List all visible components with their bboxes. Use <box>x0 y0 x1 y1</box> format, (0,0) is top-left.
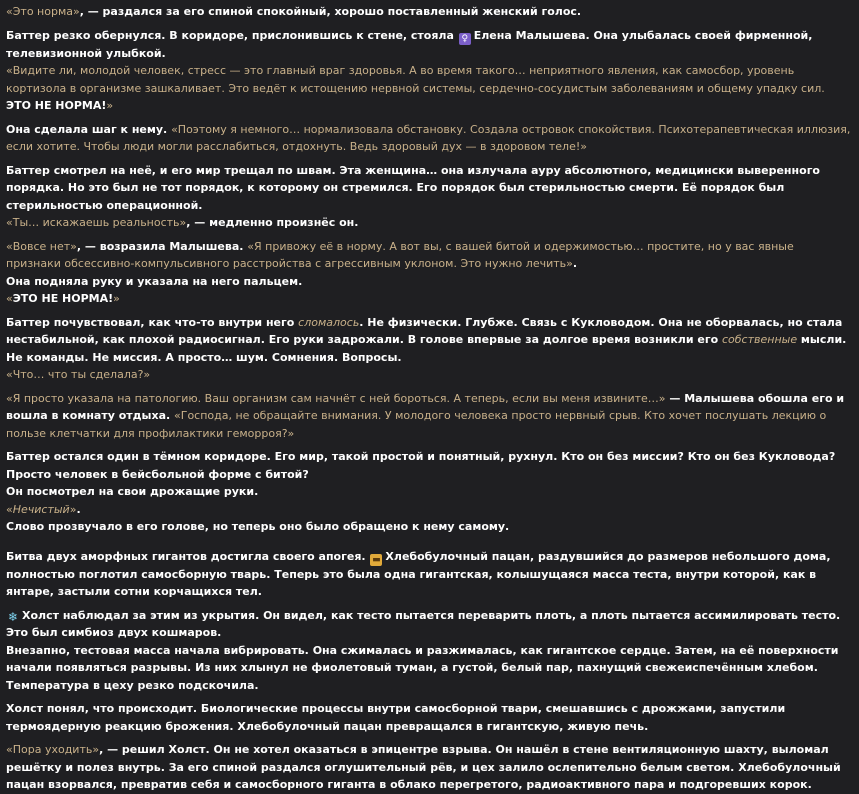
dialogue-text: «Пора уходить» <box>6 743 100 756</box>
narration-text: почувствовал, как что-то внутри него <box>49 315 299 329</box>
story-paragraph <box>6 607 851 695</box>
dialogue-text: «Вовсе нет» <box>6 239 77 253</box>
dialogue-text: » <box>106 99 114 112</box>
dialogue-text: Нечистый <box>12 502 70 516</box>
dialogue-text: сломалось <box>298 315 360 329</box>
dialogue-text: « <box>6 502 13 516</box>
story-paragraph <box>6 741 851 794</box>
story-paragraph <box>6 548 851 601</box>
dialogue-text: «Поэтому я немного… нормализовала обстановку. Создала островок спокойствия. Психотерапевтическая иллюзия, если хотите. Чтобы люди могли расслабиться, отдохнуть. Ведь здоровый дух — в здоровом теле!» <box>6 122 851 153</box>
story-paragraph <box>6 162 851 232</box>
narration-text: , — медленно произнёс он. <box>186 216 359 229</box>
character-name: Хлебобулочный пацан <box>237 719 382 733</box>
narration-text: . Не физически. Глубже. Связь с Кукловодом. Она не оборвалась, но стала нестабильной, как плохой радиосигнал. Его руки задрожали. В голове впервые за долгое время возникли его <box>6 315 843 346</box>
story-paragraph <box>6 314 851 384</box>
character-name: Баттер <box>6 450 50 463</box>
narration-text: понял, что происходит. Биологические процессы внутри самосборной твари, смешавшись с дрожжами, запустили термоядерную реакцию брожения. <box>6 702 786 733</box>
character-name: Холст <box>22 608 59 622</box>
bread-icon: ▬ <box>372 554 381 565</box>
dialogue-text: «Что… что ты сделала?» <box>6 368 151 381</box>
dialogue-text: «Я привожу её в норму. А вот вы, с вашей битой и одержимостью… простите, но у вас явные признаки обсессивно-компульсивного расстройства с агрессивным уклоном. Это нужно лечить» <box>6 239 794 270</box>
narration-text: . <box>76 502 81 516</box>
dialogue-text: » <box>113 292 120 305</box>
story-paragraph <box>6 3 851 21</box>
story-paragraph <box>6 700 851 735</box>
character-name: Малышева <box>684 391 755 405</box>
dialogue-text: «Господа, не обращайте внимания. У молодого человека просто нервный срыв. Кто хочет послушать лекцию о пользе клетчатки для профилактики геморроя?» <box>6 409 827 440</box>
character-name: ЭТО НЕ НОРМА! <box>6 99 107 112</box>
narration-text: Он посмотрел на свои дрожащие руки. <box>6 485 259 498</box>
dialogue-text: «Видите ли, молодой человек, стресс — это главный враг здоровья. А во время такого… неприятного явления, как самосбор, уровень кортизола в организме зашкаливает. Это ведёт к истощению нервной системы, сердечно-сосудистым заболеваниям и общему упадку сил. <box>6 64 825 95</box>
narration-text: превращался в гигантскую, живую печь. <box>381 719 649 733</box>
story-paragraph <box>6 390 851 443</box>
narration-text: смотрел на неё, и его мир трещал по швам. Эта женщина… она излучала ауру абсолютного, медицински выверенного порядка. Но это был не тот порядок, к которому он стремился. Его порядок был стерильностью смерти. Её порядок был стерильностью операционной. <box>6 163 820 212</box>
character-name: Баттер <box>6 28 50 42</box>
story-paragraph <box>6 238 851 308</box>
narration-text: остался один в тёмном коридоре. Его мир, такой простой и понятный, рухнул. Кто он без миссии? Кто он без Кукловода? Просто человек в бейсбольной форме с битой? <box>6 450 836 481</box>
narration-text: Внезапно, тестовая масса начала вибрировать. Она сжималась и разжималась, как гигантское сердце. Затем, на её поверхности начали появляться разрывы. Из них хлынул не фиолетовый туман, а густой, белый пар, пахнущий свежеиспечённым хлебом. <box>6 643 839 674</box>
dialogue-text: собственные <box>721 333 798 346</box>
narration-text: Слово прозвучало в его голове, но теперь оно было обращено к нему самому. <box>6 520 510 533</box>
character-name: Баттер <box>6 163 50 177</box>
character-name: Холст <box>6 702 43 715</box>
narration-text: Температура в цеху резко подскочила. <box>6 678 259 692</box>
woman-icon: ♀ <box>459 33 471 45</box>
story-paragraph <box>6 448 851 536</box>
character-name: Баттер <box>6 315 50 329</box>
narration-text: . <box>239 239 248 253</box>
narration-text: наблюдал за этим из укрытия. Он видел, как тесто пытается переварить плоть, а плоть пытается ассимилировать тесто. Это был симбиоз двух кошмаров. <box>6 608 841 639</box>
character-name: Малышева <box>169 239 240 253</box>
dialogue-text: «Я просто указала на патологию. Ваш организм сам начнёт с ней бороться. А теперь, если вы меня извините…» <box>6 391 666 405</box>
narration-text: , — решил <box>99 743 169 756</box>
character-name: Елена Малышева <box>473 28 586 42</box>
narration-text: , — раздался за его спиной спокойный, хорошо поставленный женский голос. <box>79 5 582 18</box>
character-name: Хлебобулочный пацан <box>385 549 530 563</box>
narration-text: взорвался, превратив себя и самосборного гиганта в облако перегретого, радиоактивного пара и подгоревших корок. <box>44 778 812 791</box>
narration-text: . Он не хотел оказаться в эпицентре взрыва. Он нашёл в стене вентиляционную шахту, выломал решётку и полез внутрь. За его спиной раздался оглушительный рёв, и цех залило ослепительно белым светом. <box>6 743 829 774</box>
dialogue-text: «Ты… искажаешь реальность» <box>6 216 187 229</box>
dialogue-text: «Это норма» <box>6 5 80 18</box>
story-paragraph <box>6 27 851 115</box>
character-name: Хлебобулочный пацан <box>6 760 841 791</box>
dialogue-text: « <box>6 292 13 305</box>
narration-text: , — возразила <box>76 239 170 253</box>
dialogue-text: » <box>69 502 77 516</box>
narration-text: . <box>572 257 578 270</box>
narration-text: обошла его и вошла в комнату отдыха. <box>6 391 845 422</box>
narration-text: — <box>665 391 685 405</box>
snowflake-icon: ❄ <box>7 609 19 624</box>
narration-text: Она подняла руку и указала на него пальцем. <box>6 274 303 288</box>
narration-text: . Она улыбалась своей фирменной, телевизионной улыбкой. <box>6 28 813 60</box>
narration-text: мысли. Не команды. Не миссия. А просто… шум. Сомнения. Вопросы. <box>6 333 847 364</box>
story-paragraph <box>6 121 851 156</box>
narration-text: Она сделала шаг к нему. <box>6 122 172 136</box>
character-name: ЭТО НЕ НОРМА! <box>12 292 114 305</box>
narration-text: Битва двух аморфных гигантов достигла своего апогея. <box>6 549 370 563</box>
narration-text: , раздувшийся до размеров небольшого дома, полностью поглотил самосборную тварь. Теперь это была одна гигантская, колышущаяся масса теста, внутри которой, как в янтаре, застыли сотни корчащихся тел. <box>6 549 831 598</box>
narration-text: резко обернулся. В коридоре, прислонившись к стене, стояла <box>49 28 458 42</box>
character-name: Холст <box>168 743 206 756</box>
